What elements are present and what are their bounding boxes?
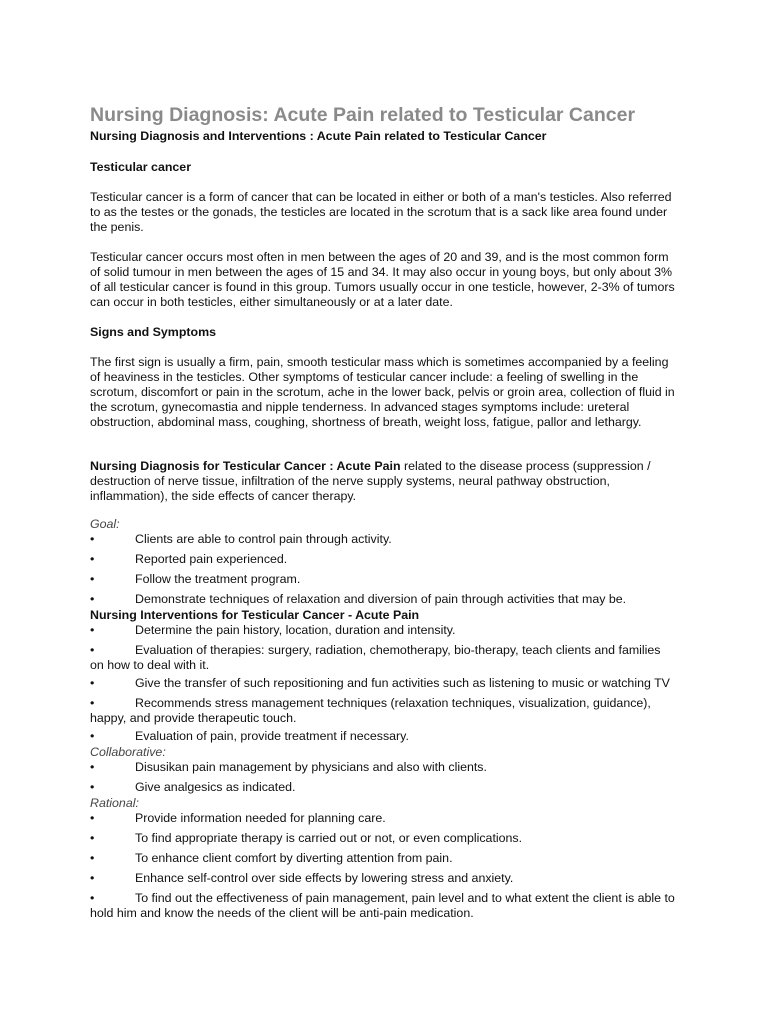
bullet-icon: •	[90, 552, 95, 566]
list-item	[90, 643, 675, 673]
section-heading-signs-symptoms: Signs and Symptoms	[90, 325, 216, 339]
collaborative-list	[90, 760, 675, 795]
interventions-list	[90, 623, 675, 744]
list-item	[90, 552, 675, 567]
bullet-icon: •	[90, 851, 95, 865]
document-content	[90, 102, 675, 926]
list-item-text: Provide information needed for planning care.	[135, 811, 386, 825]
list-item-text: Reported pain experienced.	[135, 552, 288, 566]
list-item-text: Evaluation of pain, provide treatment if necessary.	[135, 729, 409, 743]
list-item	[90, 760, 675, 775]
collaborative-caption: Collaborative:	[90, 745, 166, 759]
list-item	[90, 811, 675, 826]
diagnosis-text: related to the disease process (suppression / destruction of nerve tissue, infiltration of the nerve supply systems, neural pathway obstruction, inflammation), the side effects of cancer therapy.	[90, 459, 651, 503]
list-item	[90, 676, 675, 691]
paragraph-definition: Testicular cancer is a form of cancer that can be located in either or both of a man's testicles. Also referred to as the testes or the gonads, the testicles are located in the scrotum that is a sack like area found under the penis.	[90, 190, 672, 234]
list-item-text: Enhance self-control over side effects by lowering stress and anxiety.	[135, 871, 514, 885]
list-item-text: Clients are able to control pain through activity.	[135, 532, 392, 546]
list-item-text: Determine the pain history, location, duration and intensity.	[135, 623, 456, 637]
bullet-icon: •	[90, 696, 95, 710]
list-item	[90, 871, 675, 886]
section-heading-testicular-cancer: Testicular cancer	[90, 160, 192, 174]
bullet-icon: •	[90, 572, 95, 586]
document-subtitle: Nursing Diagnosis and Interventions : Acute Pain related to Testicular Cancer	[90, 129, 547, 143]
paragraph-nursing-diagnosis	[90, 459, 675, 504]
interventions-heading: Nursing Interventions for Testicular Cancer - Acute Pain	[90, 608, 420, 622]
list-item	[90, 592, 675, 607]
bullet-icon: •	[90, 623, 95, 637]
goal-list	[90, 532, 675, 607]
list-item	[90, 831, 675, 846]
goal-caption: Goal:	[90, 517, 120, 531]
list-item	[90, 891, 675, 921]
diagnosis-bold-lead: Nursing Diagnosis for Testicular Cancer : Acute Pain	[90, 459, 401, 473]
bullet-icon: •	[90, 780, 95, 794]
list-item	[90, 696, 675, 726]
bullet-icon: •	[90, 871, 95, 885]
list-item-text: To find appropriate therapy is carried out or not, or even complications.	[135, 831, 523, 845]
paragraph-signs-symptoms: The first sign is usually a firm, pain, smooth testicular mass which is sometimes accompanied by a feeling of heaviness in the testicles. Other symptoms of testicular cancer include: a feeling of swelling in the scrotum, discomfort or pain in the scrotum, ache in the lower back, pelvis or groin area, collection of fluid in the scrotum, gynecomastia and nipple tenderness. In advanced stages symptoms include: ureteral obstruction, abdominal mass, coughing, shortness of breath, weight loss, fatigue, pallor and lethargy.	[90, 355, 675, 429]
bullet-icon: •	[90, 676, 95, 690]
bullet-icon: •	[90, 831, 95, 845]
list-item-text: Demonstrate techniques of relaxation and diversion of pain through activities that may be.	[135, 592, 627, 606]
list-item-text: Follow the treatment program.	[135, 572, 301, 586]
list-item-text: Recommends stress management techniques (relaxation techniques, visualization, guidance), happy, and provide therapeutic touch.	[90, 696, 651, 725]
rational-caption: Rational:	[90, 796, 139, 810]
list-item	[90, 572, 675, 587]
list-item	[90, 729, 675, 744]
list-item-text: Give analgesics as indicated.	[135, 780, 296, 794]
list-item-text: Give the transfer of such repositioning and fun activities such as listening to music or watching TV	[135, 676, 670, 690]
list-item-text: To find out the effectiveness of pain management, pain level and to what extent the client is able to hold him and know the needs of the client will be anti-pain medication.	[90, 891, 675, 920]
rational-list	[90, 811, 675, 921]
bullet-icon: •	[90, 760, 95, 774]
bullet-icon: •	[90, 532, 95, 546]
list-item	[90, 532, 675, 547]
bullet-icon: •	[90, 891, 95, 905]
document-title: Nursing Diagnosis: Acute Pain related to Testicular Cancer	[90, 104, 636, 126]
paragraph-incidence: Testicular cancer occurs most often in men between the ages of 20 and 39, and is the most common form of solid tumour in men between the ages of 15 and 34. It may also occur in young boys, but only about 3% of all testicular cancer is found in this group. Tumors usually occur in one testicle, however, 2-3% of tumors can occur in both testicles, either simultaneously or at a later date.	[90, 250, 675, 309]
bullet-icon: •	[90, 643, 95, 657]
list-item	[90, 623, 675, 638]
bullet-icon: •	[90, 592, 95, 606]
bullet-icon: •	[90, 729, 95, 743]
list-item-text: Disusikan pain management by physicians and also with clients.	[135, 760, 487, 774]
list-item	[90, 851, 675, 866]
bullet-icon: •	[90, 811, 95, 825]
list-item	[90, 780, 675, 795]
list-item-text: To enhance client comfort by diverting attention from pain.	[135, 851, 453, 865]
list-item-text: Evaluation of therapies: surgery, radiation, chemotherapy, bio-therapy, teach clients and families on how to deal with it.	[90, 643, 661, 672]
